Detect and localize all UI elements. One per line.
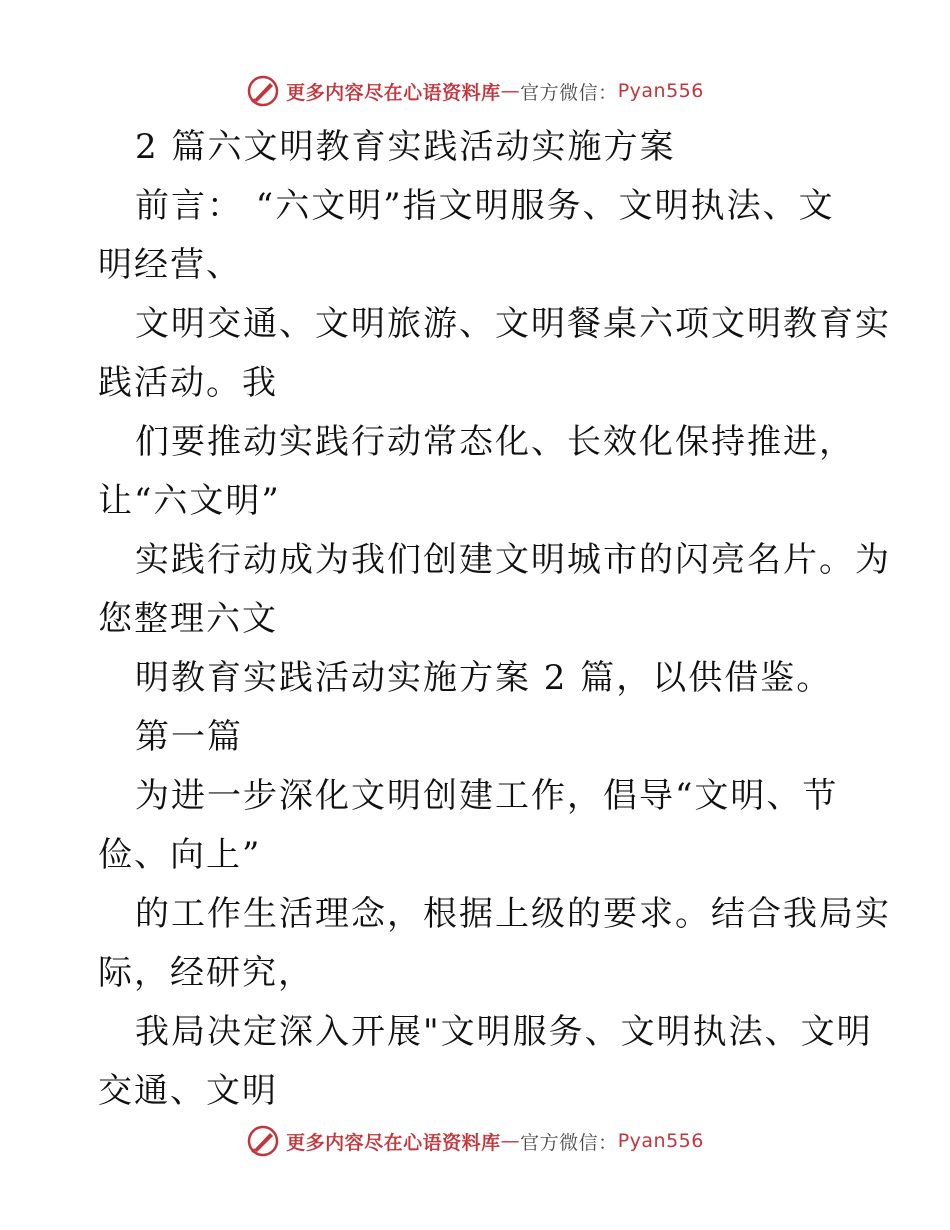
banner-promo-text: 更多内容尽在心语资料库 [286,1131,501,1154]
quill-pen-logo-icon [246,74,280,108]
footer-banner [0,1121,950,1161]
header-banner [0,71,950,111]
banner-wechat-id: Pyan556 [617,1130,704,1152]
paragraph-line: 践活动。我 [98,363,278,403]
quill-pen-logo-icon [246,1124,280,1158]
paragraph-line: 实践行动成为我们创建文明城市的闪亮名片。为 [135,540,891,580]
paragraph-line: 们要推动实践行动常态化、长效化保持推进， [135,422,855,462]
paragraph-line: 俭、向上” [98,835,262,875]
paragraph-line: 的工作生活理念，根据上级的要求。结合我局实 [135,894,891,934]
paragraph-line: 我局决定深入开展"文明服务、文明执法、文明 [135,1012,873,1052]
paragraph-line: 际，经研究， [98,953,314,993]
paragraph-line: 让“六文明” [98,481,281,521]
banner-wechat-id: Pyan556 [617,80,704,102]
paragraph-line: 交通、文明 [98,1071,278,1111]
banner-dash: — [500,1130,521,1152]
paragraph-line: 您整理六文 [98,599,278,639]
banner-wechat-label: 官方微信： [520,1131,618,1154]
document-title: 2 篇六文明教育实践活动实施方案 [135,127,676,167]
banner-wechat-label: 官方微信： [520,81,618,104]
paragraph-line: 为进一步深化文明创建工作，倡导“文明、节 [135,776,839,816]
paragraph-line: 前言： “六文明”指文明服务、文明执法、文 [135,186,835,226]
paragraph-line: 文明交通、文明旅游、文明餐桌六项文明教育实 [135,304,891,344]
section-heading: 第一篇 [135,717,243,757]
paragraph-line: 明经营、 [98,245,242,285]
paragraph-line: 明教育实践活动实施方案 2 篇，以供借鉴。 [135,658,833,698]
banner-dash: — [500,80,521,102]
banner-promo-text: 更多内容尽在心语资料库 [286,81,501,104]
